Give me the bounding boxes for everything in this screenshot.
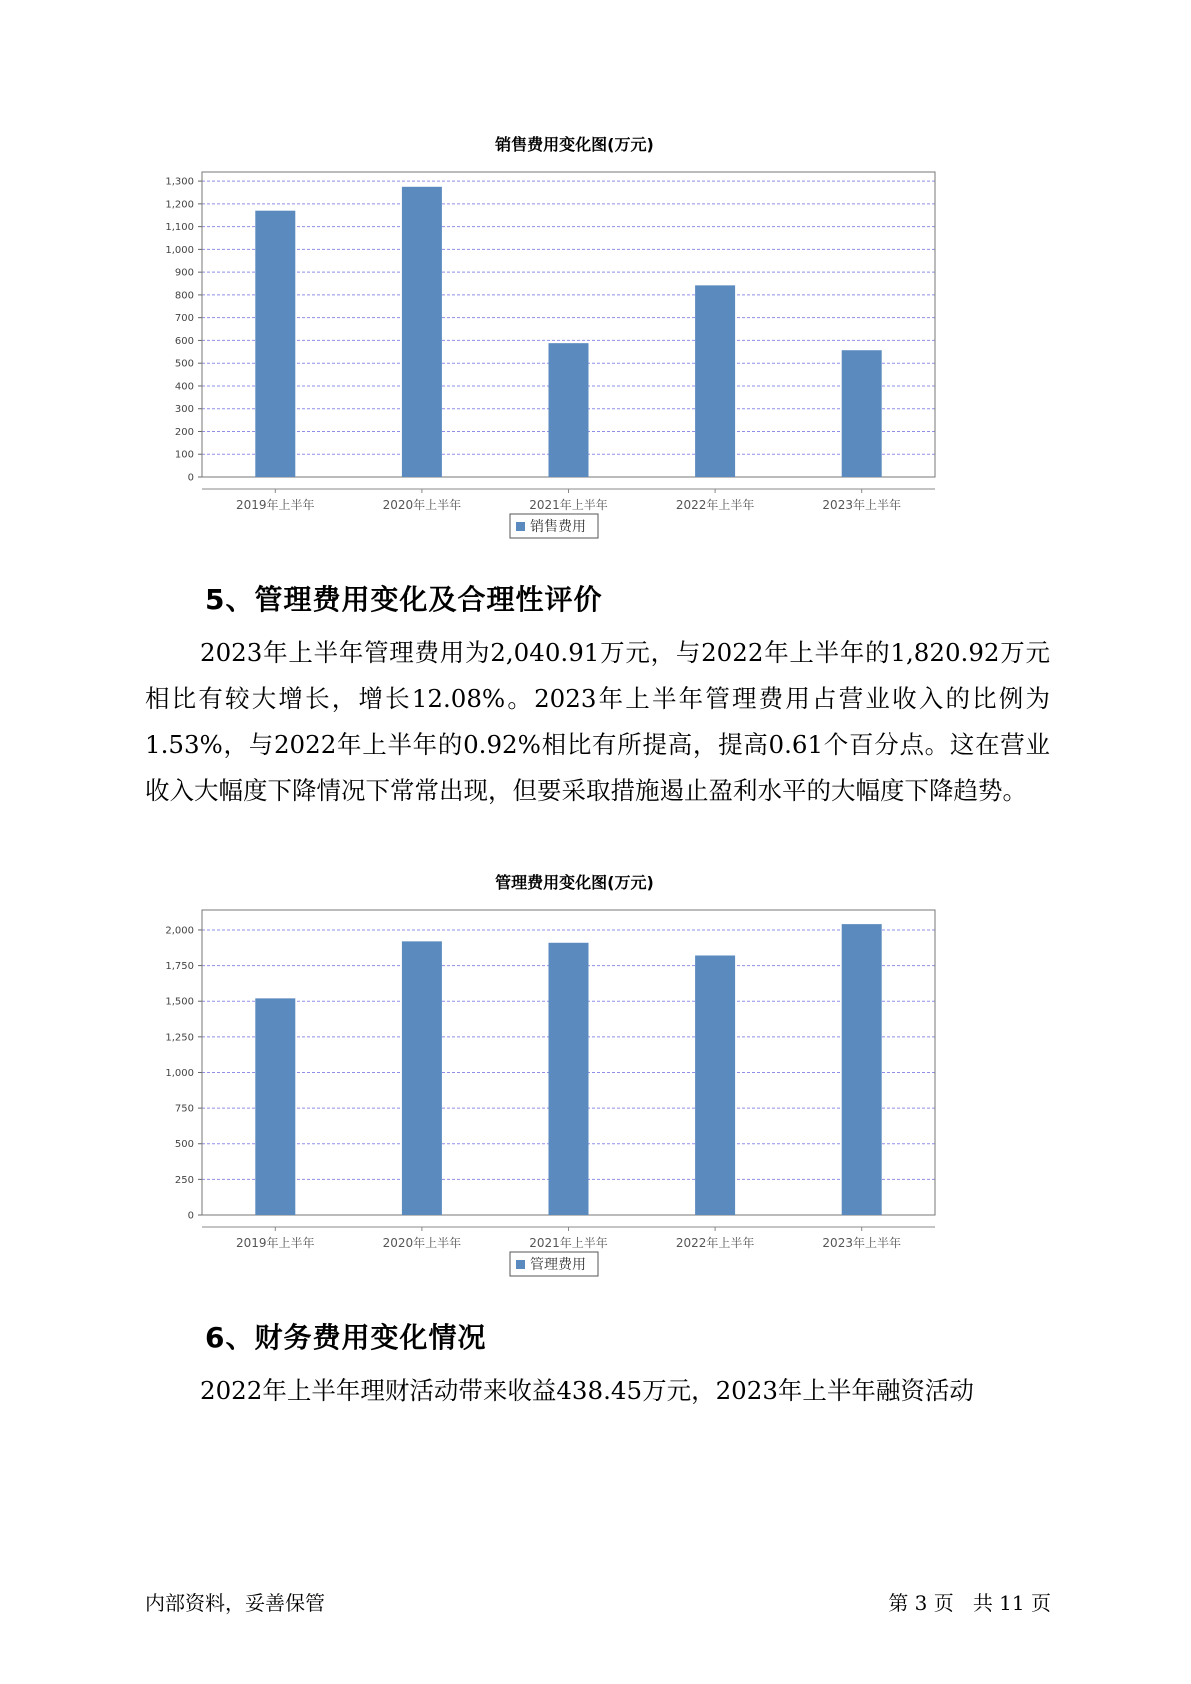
x-tick-label: 2019年上半年 <box>236 498 315 512</box>
y-tick-label: 500 <box>174 358 194 370</box>
x-tick-label: 2022年上半年 <box>675 1236 755 1250</box>
y-tick-label: 1,750 <box>165 961 194 973</box>
legend-label: 管理费用 <box>530 1257 586 1273</box>
y-tick-label: 1,000 <box>165 244 194 256</box>
legend <box>510 1252 598 1276</box>
x-tick-label: 2023年上半年 <box>822 498 901 512</box>
y-tick-label: 1,300 <box>165 176 194 188</box>
x-tick-label: 2022年上半年 <box>675 498 755 512</box>
y-tick-label: 1,000 <box>165 1067 194 1079</box>
y-tick-label: 750 <box>174 1103 194 1115</box>
bar <box>255 211 295 477</box>
y-tick-label: 1,200 <box>165 199 194 211</box>
section-6-paragraph: 2022年上半年理财活动带来收益438.45万元，2023年上半年融资活动 <box>200 1376 974 1405</box>
y-tick-label: 100 <box>174 449 194 461</box>
x-tick-label: 2020年上半年 <box>382 1236 462 1250</box>
sales-expense-chart-svg <box>145 120 1045 550</box>
legend <box>510 514 598 538</box>
x-tick-label: 2019年上半年 <box>236 1236 315 1250</box>
section-5-paragraph: 2023年上半年管理费用为2,040.91万元，与2022年上半年的1,820.92万元相比有较大增长，增长12.08%。2023年上半年管理费用占营业收入的比例为1.53%，与2022年上半年的0.92%相比有所提高，提高0.61个百分点。这在营业收入大幅度下降情况下常常出现，但要采取措施遏止盈利水平的大幅度下降趋势。 <box>145 638 1050 805</box>
admin-expense-chart-svg <box>145 858 1045 1288</box>
bar <box>255 998 295 1215</box>
x-tick-label: 2021年上半年 <box>529 1236 608 1250</box>
y-tick-label: 1,250 <box>165 1032 194 1044</box>
footer-confidential-note: 内部资料，妥善保管 <box>145 1591 325 1615</box>
x-tick-label: 2023年上半年 <box>822 1236 901 1250</box>
y-tick-label: 0 <box>187 1210 194 1222</box>
bar <box>695 955 735 1215</box>
y-tick-label: 200 <box>174 426 194 438</box>
sales-expense-chart <box>145 120 1045 550</box>
y-tick-label: 900 <box>174 267 194 279</box>
y-tick-label: 600 <box>174 335 194 347</box>
bar <box>549 343 589 477</box>
y-tick-label: 400 <box>174 381 194 393</box>
y-tick-label: 800 <box>174 290 194 302</box>
bar <box>842 924 882 1215</box>
chart-title: 管理费用变化图(万元) <box>495 873 654 892</box>
footer-page-number: 第 3 页 共 11 页 <box>888 1591 1051 1615</box>
legend-swatch <box>516 522 525 531</box>
x-tick-label: 2021年上半年 <box>529 498 608 512</box>
section-5-heading: 5、管理费用变化及合理性评价 <box>205 583 603 616</box>
y-tick-label: 500 <box>174 1139 194 1151</box>
legend-label: 销售费用 <box>530 519 586 535</box>
y-tick-label: 250 <box>174 1174 194 1186</box>
bar <box>402 941 442 1215</box>
legend-swatch <box>516 1260 525 1269</box>
section-6-heading: 6、财务费用变化情况 <box>205 1321 487 1354</box>
y-tick-label: 1,100 <box>165 222 194 234</box>
bar <box>842 350 882 477</box>
chart-title: 销售费用变化图(万元) <box>495 135 654 154</box>
y-tick-label: 0 <box>187 472 194 484</box>
admin-expense-chart <box>145 858 1045 1288</box>
y-tick-label: 2,000 <box>165 925 194 937</box>
y-tick-label: 700 <box>174 313 194 325</box>
bar <box>402 187 442 477</box>
y-tick-label: 1,500 <box>165 996 194 1008</box>
bar <box>695 285 735 477</box>
y-tick-label: 300 <box>174 404 194 416</box>
bar <box>549 943 589 1215</box>
x-tick-label: 2020年上半年 <box>382 498 462 512</box>
